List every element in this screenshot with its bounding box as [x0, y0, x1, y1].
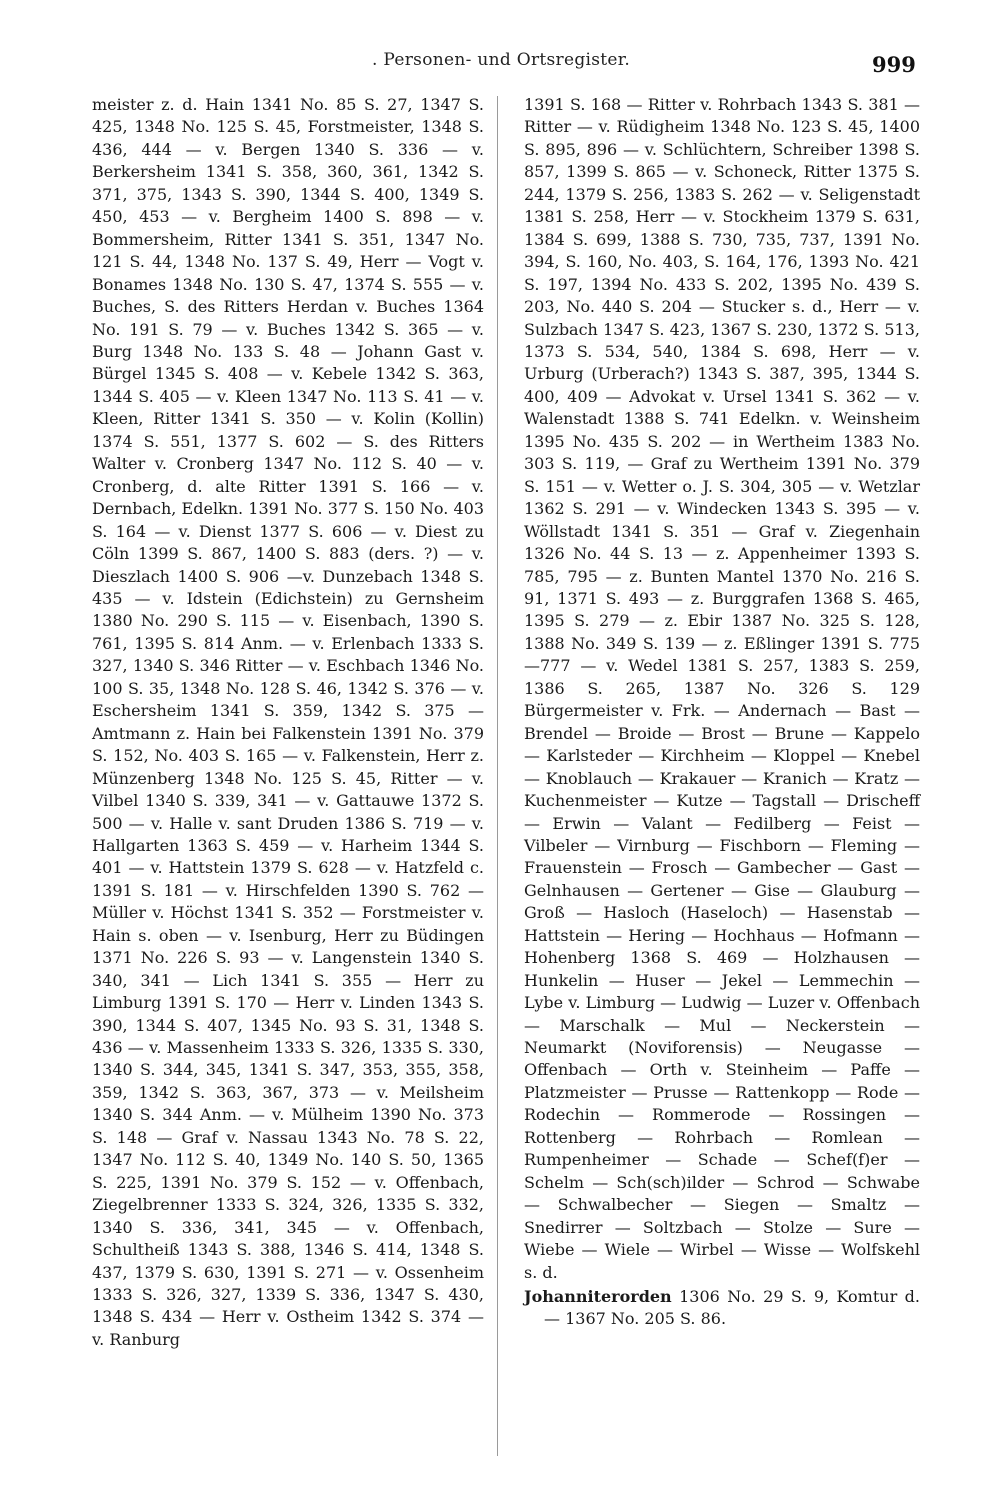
entry-text: 1306 No. 29 S. 9, Komtur d. — 1367 No. 205 S. 86.	[544, 1287, 920, 1329]
running-title: . Personen- und Ortsregister.	[372, 50, 631, 70]
column-divider	[497, 96, 498, 1456]
left-column	[92, 94, 484, 1351]
right-column	[524, 94, 920, 1331]
left-column-text: meister z. d. Hain 1341 No. 85 S. 27, 1347 S. 425, 1348 No. 125 S. 45, Forstmeister, 1348 S. 436, 444 — v. Bergen 1340 S. 336 — v. Berkersheim 1341 S. 358, 360, 361, 1342 S. 371, 375, 1343 S. 390, 1344 S. 400, 1349 S. 450, 453 — v. Bergheim 1400 S. 898 — v. Bommersheim, Ritter 1341 S. 351, 1347 No. 121 S. 44, 1348 No. 137 S. 49, Herr — Vogt v. Bonames 1348 No. 130 S. 47, 1374 S. 555 — v. Buches, S. des Ritters Herdan v. Buches 1364 No. 191 S. 79 — v. Buches 1342 S. 365 — v. Burg 1348 No. 133 S. 48 — Johann Gast v. Bürgel 1345 S. 408 — v. Kebele 1342 S. 363, 1344 S. 405 — v. Kleen 1347 No. 113 S. 41 — v. Kleen, Ritter 1341 S. 350 — v. Kolin (Kollin) 1374 S. 551, 1377 S. 602 — S. des Ritters Walter v. Cronberg 1347 No. 112 S. 40 — v. Cronberg, d. alte Ritter 1391 S. 166 — v. Dernbach, Edelkn. 1391 No. 377 S. 150 No. 403 S. 164 — v. Dienst 1377 S. 606 — v. Diest zu Cöln 1399 S. 867, 1400 S. 883 (ders. ?) — v. Dieszlach 1400 S. 906 —v. Dunzebach 1348 S. 435 — v. Idstein (Edichstein) zu Gernsheim 1380 No. 290 S. 115 — v. Eisenbach, 1390 S. 761, 1395 S. 814 Anm. — v. Erlenbach 1333 S. 327, 1340 S. 346 Ritter — v. Eschbach 1346 No. 100 S. 35, 1348 No. 128 S. 46, 1342 S. 376 — v. Eschersheim 1341 S. 359, 1342 S. 375 — Amtmann z. Hain bei Falkenstein 1391 No. 379 S. 152, No. 403 S. 165 — v. Falkenstein, Herr z. Münzenberg 1348 No. 125 S. 45, Ritter — v. Vilbel 1340 S. 339, 341 — v. Gattauwe 1372 S. 500 — v. Halle v. sant Druden 1386 S. 719 — v. Hallgarten 1363 S. 459 — v. Harheim 1344 S. 401 — v. Hattstein 1379 S. 628 — v. Hatzfeld c. 1391 S. 181 — v. Hirschfelden 1390 S. 762 — Müller v. Höchst 1341 S. 352 — Forstmeister v. Hain s. oben — v. Isenburg, Herr zu Büdingen 1371 No. 226 S. 93 — v. Langenstein 1340 S. 340, 341 — Lich 1341 S. 355 — Herr zu Limburg 1391 S. 170 — Herr v. Linden 1343 S. 390, 1344 S. 407, 1345 No. 93 S. 31, 1348 S. 436 — v. Massenheim 1333 S. 326, 1335 S. 330, 1340 S. 344, 345, 1341 S. 347, 353, 355, 358, 359, 1342 S. 363, 367, 373 — v. Meilsheim 1340 S. 344 Anm. — v. Mülheim 1390 No. 373 S. 148 — Graf v. Nassau 1343 No. 78 S. 22, 1347 No. 112 S. 40, 1349 No. 140 S. 50, 1365 S. 225, 1391 No. 379 S. 152 — v. Offenbach, Ziegelbrenner 1333 S. 324, 326, 1335 S. 332, 1340 S. 336, 341, 345 — v. Offenbach, Schultheiß 1343 S. 388, 1346 S. 414, 1348 S. 437, 1379 S. 630, 1391 S. 271 — v. Ossenheim 1333 S. 326, 327, 1339 S. 336, 1347 S. 430, 1348 S. 434 — Herr v. Ostheim 1342 S. 374 — v. Ranburg	[92, 95, 484, 1349]
page-number: 999	[872, 52, 916, 77]
right-column-text: 1391 S. 168 — Ritter v. Rohrbach 1343 S. 381 — Ritter — v. Rüdigheim 1348 No. 123 S. 45, 1400 S. 895, 896 — v. Schlüchtern, Schreiber 1398 S. 857, 1399 S. 865 — v. Schoneck, Ritter 1375 S. 244, 1379 S. 256, 1383 S. 262 — v. Seligenstadt 1381 S. 258, Herr — v. Stockheim 1379 S. 631, 1384 S. 699, 1388 S. 730, 735, 737, 1391 No. 394, S. 160, No. 403, S. 164, 176, 1393 No. 421 S. 197, 1394 No. 433 S. 202, 1395 No. 439 S. 203, No. 440 S. 204 — Stucker s. d., Herr — v. Sulzbach 1347 S. 423, 1367 S. 230, 1372 S. 513, 1373 S. 534, 540, 1384 S. 698, Herr — v. Urburg (Urberach?) 1343 S. 387, 395, 1344 S. 400, 409 — Advokat v. Ursel 1341 S. 362 — v. Walenstadt 1388 S. 741 Edelkn. v. Weinsheim 1395 No. 435 S. 202 — in Wertheim 1383 No. 303 S. 119, — Graf zu Wertheim 1391 No. 379 S. 151 — v. Wetter o. J. S. 304, 305 — v. Wetzlar 1362 S. 291 — v. Windecken 1343 S. 395 — v. Wöllstadt 1341 S. 351 — Graf v. Ziegenhain 1326 No. 44 S. 13 — z. Appenheimer 1393 S. 785, 795 — z. Bunten Mantel 1370 No. 216 S. 91, 1371 S. 493 — z. Burggrafen 1368 S. 465, 1395 S. 279 — z. Ebir 1387 No. 325 S. 128, 1388 No. 349 S. 139 — z. Eßlinger 1391 S. 775—777 — v. Wedel 1381 S. 257, 1383 S. 259, 1386 S. 265, 1387 No. 326 S. 129 Bürgermeister v. Frk. — Andernach — Bast — Brendel — Broide — Brost — Brune — Kappelo — Karlsteder — Kirchheim — Kloppel — Knebel — Knoblauch — Krakauer — Kranich — Kratz — Kuchenmeister — Kutze — Tagstall — Drischeff — Erwin — Valant — Fedilberg — Feist — Vilbeler — Virnburg — Fischborn — Fleming — Frauenstein — Frosch — Gambecher — Gast — Gelnhausen — Gertener — Gise — Glauburg — Groß — Hasloch (Haseloch) — Hasenstab — Hattstein — Hering — Hochhaus — Hofmann — Hohenberg 1368 S. 469 — Holzhausen — Hunkelin — Huser — Jekel — Lemmechin — Lybe v. Limburg — Ludwig — Luzer v. Offenbach — Marschalk — Mul — Neckerstein — Neumarkt (Noviforensis) — Neugasse — Offenbach — Orth v. Steinheim — Paffe — Platzmeister — Prusse — Rattenkopp — Rode — Rodechin — Rommerode — Rossingen — Rottenberg — Rohrbach — Romlean — Rumpenheimer — Schade — Schef(f)er — Schelm — Sch(sch)ilder — Schrod — Schwabe — Schwalbecher — Siegen — Smaltz — Snedirrer — Soltzbach — Stolze — Sure — Wiebe — Wiele — Wirbel — Wisse — Wolfskehl s. d.	[524, 95, 920, 1282]
entry-headword: Johanniterorden	[524, 1287, 672, 1307]
index-entry-johanniterorden	[524, 1286, 920, 1331]
page-header	[0, 44, 1000, 84]
